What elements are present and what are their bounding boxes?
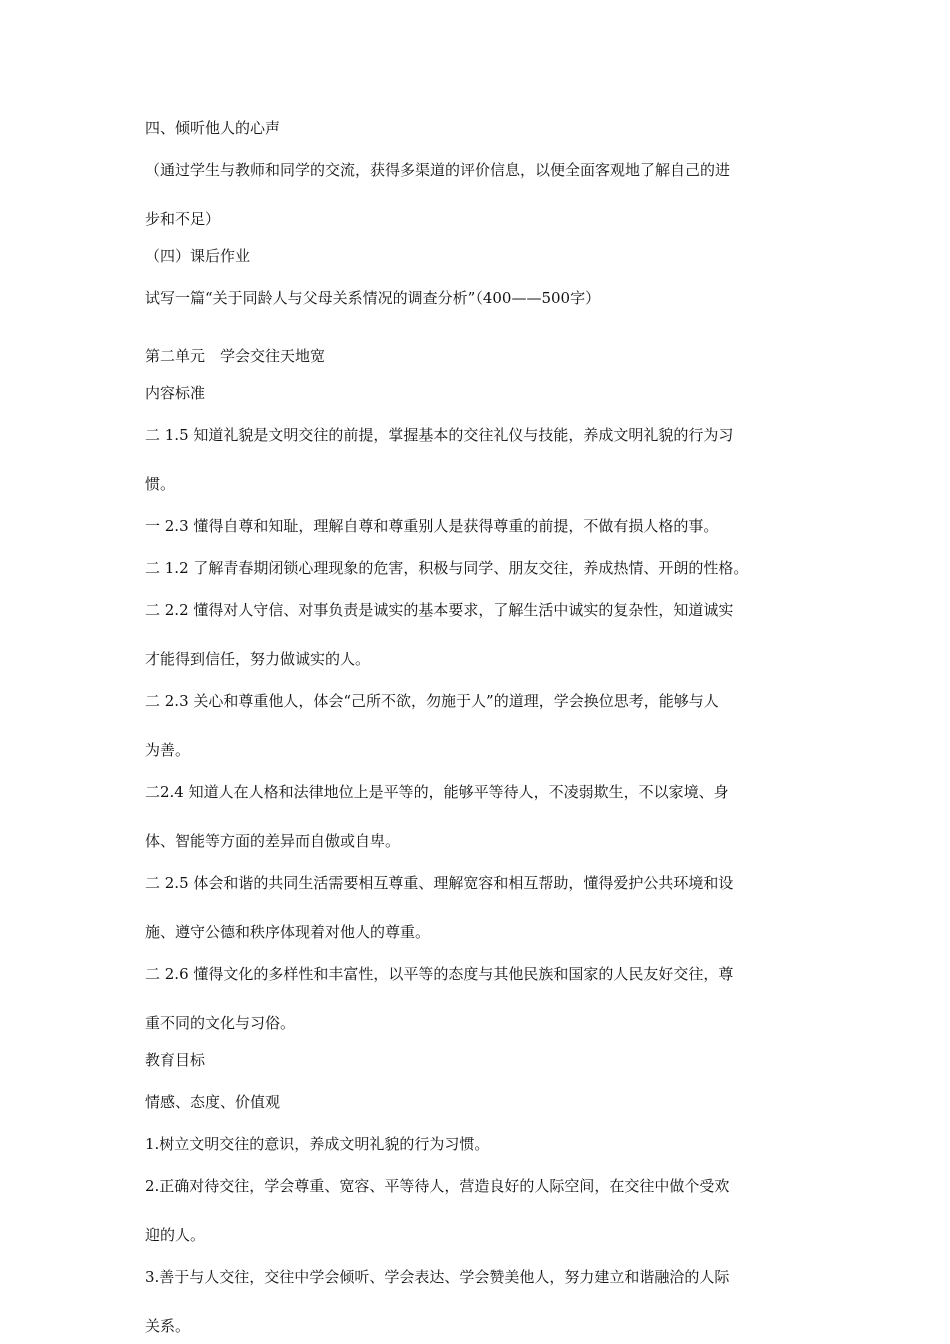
paragraph-line: 二 2.2 懂得对人守信、对事负责是诚实的基本要求，了解生活中诚实的复杂性，知道诚实 [145, 601, 734, 619]
section-heading: 四、倾听他人的心声 [145, 119, 281, 137]
document-body [145, 118, 825, 1336]
paragraph-line: 迎的人。 [145, 1226, 206, 1244]
paragraph-line: 试写一篇“关于同龄人与父母关系情况的调查分析”（400——500字） [145, 289, 601, 307]
section-heading: （四）课后作业 [145, 247, 251, 265]
paragraph-line: 二 2.3 关心和尊重他人，体会“己所不欲，勿施于人”的道理，学会换位思考，能够与人 [145, 692, 719, 710]
paragraph-line: 二 1.2 了解青春期闭锁心理现象的危害，积极与同学、朋友交往，养成热情、开朗的性格。 [145, 559, 749, 577]
section-heading: 教育目标 [145, 1051, 206, 1069]
paragraph-line: 才能得到信任，努力做诚实的人。 [145, 650, 371, 668]
paragraph-line: 二 2.5 体会和谐的共同生活需要相互尊重、理解宽容和相互帮助，懂得爱护公共环境和设 [145, 874, 734, 892]
paragraph-line: 一 2.3 懂得自尊和知耻，理解自尊和尊重别人是获得尊重的前提，不做有损人格的事。 [145, 517, 719, 535]
paragraph-line: 为善。 [145, 741, 191, 759]
paragraph-line: 二 2.6 懂得文化的多样性和丰富性，以平等的态度与其他民族和国家的人民友好交往，尊 [145, 965, 734, 983]
paragraph-line: 二 1.5 知道礼貌是文明交往的前提，掌握基本的交往礼仪与技能，养成文明礼貌的行为习 [145, 426, 734, 444]
section-heading: 内容标准 [145, 384, 206, 402]
unit-title: 第二单元 学会交往天地宽 [145, 347, 326, 365]
paragraph-line: 关系。 [145, 1317, 191, 1335]
paragraph-line: 惯。 [145, 475, 176, 493]
paragraph-line: 2.正确对待交往，学会尊重、宽容、平等待人，营造良好的人际空间，在交往中做个受欢 [145, 1177, 730, 1195]
paragraph-line: 1.树立文明交往的意识，养成文明礼貌的行为习惯。 [145, 1135, 490, 1153]
paragraph-line: 重不同的文化与习俗。 [145, 1014, 296, 1032]
paragraph-line: 3.善于与人交往，交往中学会倾听、学会表达、学会赞美他人，努力建立和谐融洽的人际 [145, 1268, 730, 1286]
paragraph-line: （通过学生与教师和同学的交流，获得多渠道的评价信息，以便全面客观地了解自己的进 [145, 161, 731, 179]
paragraph-line: 步和不足） [145, 210, 221, 228]
section-heading: 情感、态度、价值观 [145, 1093, 281, 1111]
paragraph-line: 施、遵守公德和秩序体现着对他人的尊重。 [145, 923, 431, 941]
paragraph-line: 二2.4 知道人在人格和法律地位上是平等的，能够平等待人，不凌弱欺生，不以家境、身 [145, 783, 729, 801]
paragraph-line: 体、智能等方面的差异而自傲或自卑。 [145, 832, 401, 850]
